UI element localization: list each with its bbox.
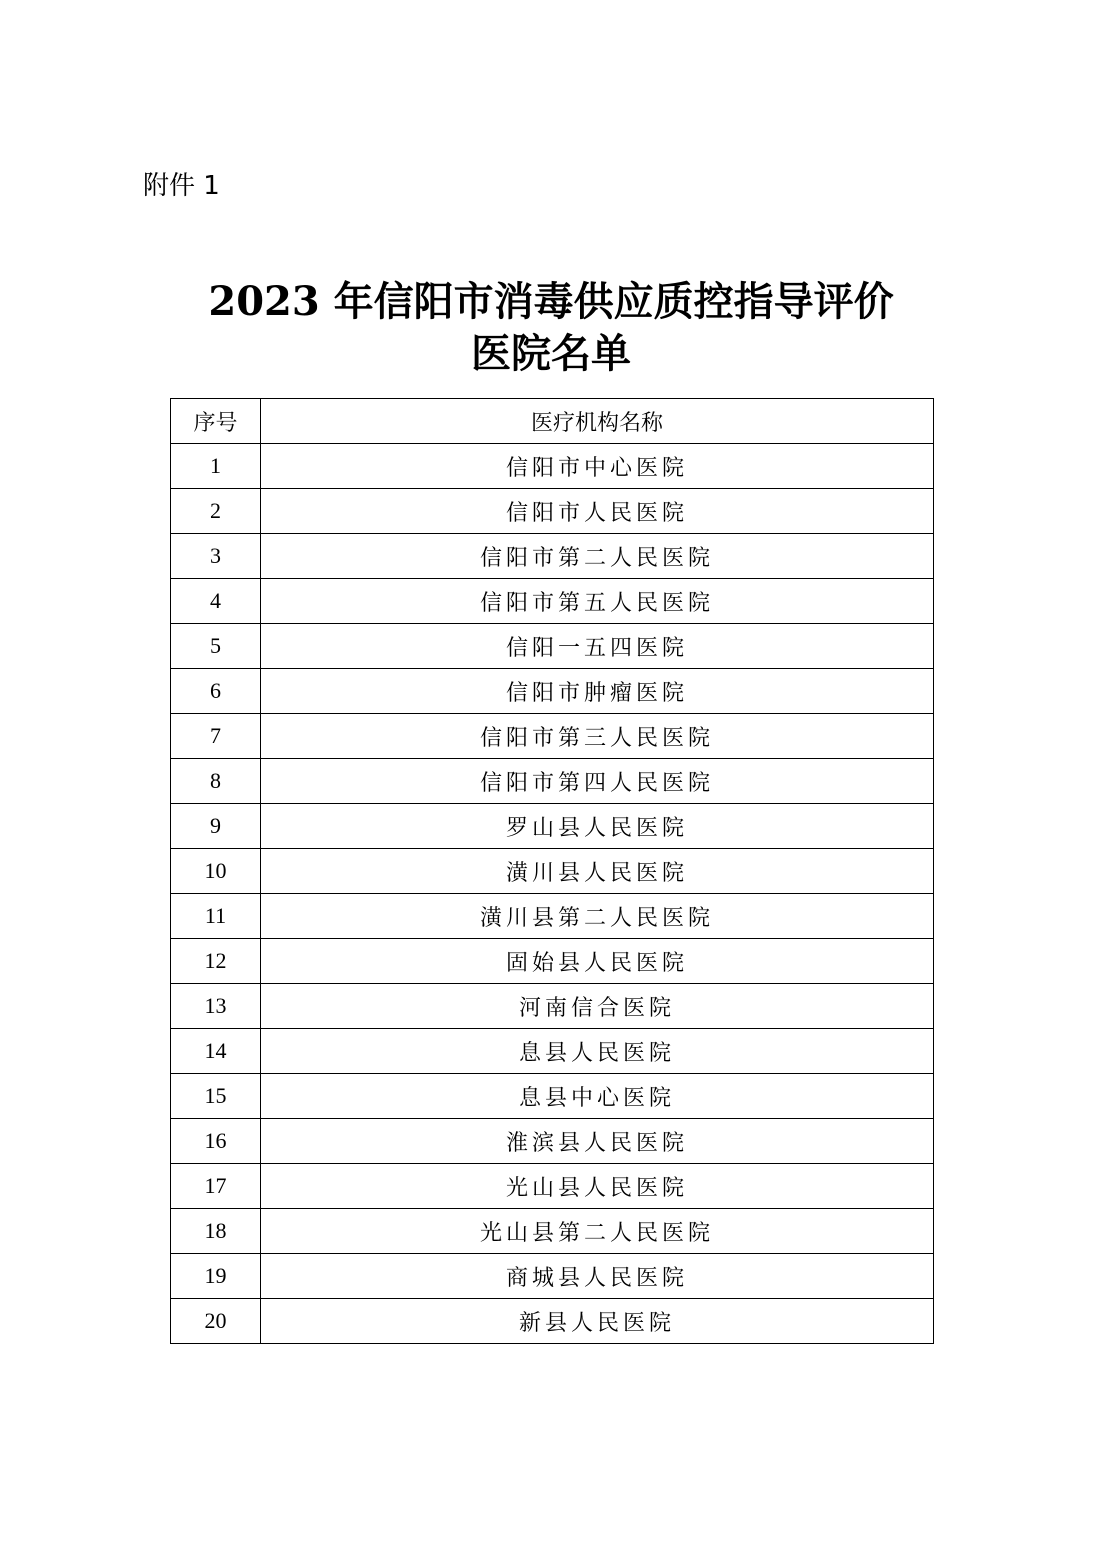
table-row: [171, 1254, 934, 1299]
header-name: 医疗机构名称: [261, 399, 934, 444]
row-hospital-name: 商城县人民医院: [261, 1254, 934, 1299]
row-index: 15: [171, 1074, 261, 1119]
row-index: 3: [171, 534, 261, 579]
row-index: 2: [171, 489, 261, 534]
row-index: 7: [171, 714, 261, 759]
table-header-row: [171, 399, 934, 444]
table-row: [171, 1209, 934, 1254]
table-row: [171, 489, 934, 534]
row-hospital-name: 信阳市人民医院: [261, 489, 934, 534]
row-index: 18: [171, 1209, 261, 1254]
attachment-label: 附件 1: [143, 171, 220, 201]
row-index: 13: [171, 984, 261, 1029]
row-hospital-name: 信阳市第二人民医院: [261, 534, 934, 579]
row-hospital-name: 信阳市第五人民医院: [261, 579, 934, 624]
table-row: [171, 534, 934, 579]
row-index: 14: [171, 1029, 261, 1074]
row-hospital-name: 信阳市第三人民医院: [261, 714, 934, 759]
row-index: 1: [171, 444, 261, 489]
row-index: 5: [171, 624, 261, 669]
row-hospital-name: 河南信合医院: [261, 984, 934, 1029]
row-hospital-name: 潢川县第二人民医院: [261, 894, 934, 939]
row-hospital-name: 息县中心医院: [261, 1074, 934, 1119]
row-hospital-name: 信阳一五四医院: [261, 624, 934, 669]
table-row: [171, 1164, 934, 1209]
table-row: [171, 849, 934, 894]
table-row: [171, 1299, 934, 1344]
row-hospital-name: 淮滨县人民医院: [261, 1119, 934, 1164]
row-hospital-name: 息县人民医院: [261, 1029, 934, 1074]
row-index: 16: [171, 1119, 261, 1164]
table-row: [171, 624, 934, 669]
row-hospital-name: 新县人民医院: [261, 1299, 934, 1344]
row-index: 19: [171, 1254, 261, 1299]
table-row: [171, 444, 934, 489]
row-hospital-name: 光山县人民医院: [261, 1164, 934, 1209]
table-row: [171, 759, 934, 804]
row-hospital-name: 信阳市中心医院: [261, 444, 934, 489]
table-row: [171, 1029, 934, 1074]
row-hospital-name: 固始县人民医院: [261, 939, 934, 984]
row-hospital-name: 信阳市第四人民医院: [261, 759, 934, 804]
table-row: [171, 1074, 934, 1119]
table-row: [171, 894, 934, 939]
row-hospital-name: 潢川县人民医院: [261, 849, 934, 894]
table-row: [171, 669, 934, 714]
document-title-line-1: 2023 年信阳市消毒供应质控指导评价: [208, 278, 894, 325]
row-hospital-name: 信阳市肿瘤医院: [261, 669, 934, 714]
row-index: 10: [171, 849, 261, 894]
header-index: 序号: [171, 399, 261, 444]
row-index: 8: [171, 759, 261, 804]
row-index: 9: [171, 804, 261, 849]
row-index: 12: [171, 939, 261, 984]
table-row: [171, 804, 934, 849]
row-hospital-name: 罗山县人民医院: [261, 804, 934, 849]
table-row: [171, 1119, 934, 1164]
document-title-line-2: 医院名单: [471, 330, 631, 377]
table-row: [171, 939, 934, 984]
table-row: [171, 579, 934, 624]
row-index: 11: [171, 894, 261, 939]
row-hospital-name: 光山县第二人民医院: [261, 1209, 934, 1254]
row-index: 4: [171, 579, 261, 624]
hospital-table: [170, 398, 934, 1344]
row-index: 20: [171, 1299, 261, 1344]
row-index: 6: [171, 669, 261, 714]
table-row: [171, 984, 934, 1029]
row-index: 17: [171, 1164, 261, 1209]
table-row: [171, 714, 934, 759]
